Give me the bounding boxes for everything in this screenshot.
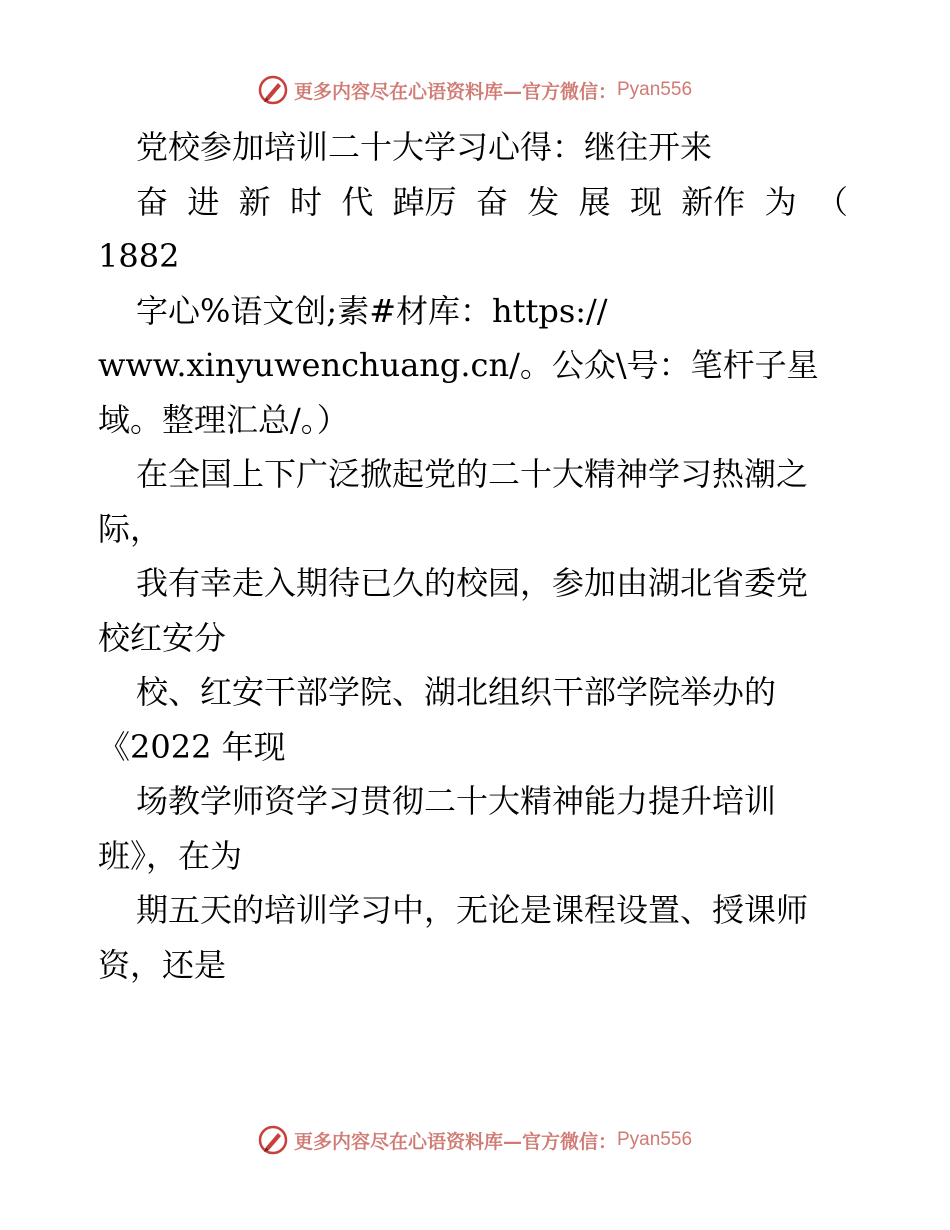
text-chunk: 进 — [187, 182, 220, 221]
text-line: 我有幸走入期待已久的校园，参加由湖北省委党 — [136, 564, 809, 602]
text-chunk: 现 — [629, 182, 662, 221]
text-line: 字心%语文创;素#材库：https:// — [136, 291, 608, 330]
text-line: 《2022 年现 — [98, 727, 286, 766]
watermark-text: 更多内容尽在心语资料库—官方微信： — [293, 1130, 617, 1153]
watermark-wechat-id: Pyan556 — [617, 79, 693, 100]
text-chunk: 发 — [527, 182, 560, 221]
text-chunk: 为 — [764, 182, 797, 221]
watermark-wechat-id: Pyan556 — [617, 1129, 693, 1150]
document-body — [98, 120, 858, 992]
text-chunk: （ — [815, 182, 848, 221]
text-line: 期五天的培训学习中，无论是课程设置、授课师 — [136, 891, 809, 929]
watermark-header — [0, 70, 950, 110]
text-line: www.xinyuwenchuang.cn/。公众\号：笔杆子星 — [98, 346, 819, 384]
text-line: 资，还是 — [98, 945, 227, 984]
text-line: 校、红安干部学院、湖北组织干部学院举办的 — [136, 673, 777, 711]
text-line: 1882 — [98, 237, 180, 275]
text-chunk: 新作 — [681, 182, 746, 221]
text-line: 班》，在为 — [98, 836, 243, 875]
text-line: 际， — [98, 509, 163, 548]
text-line: 在全国上下广泛掀起党的二十大精神学习热潮之 — [136, 455, 809, 493]
text-line: 校红安分 — [98, 618, 227, 657]
pen-logo-icon — [258, 75, 288, 105]
text-line: 域。整理汇总/。） — [98, 400, 349, 439]
text-line: 党校参加培训二十大学习心得：继往开来 — [136, 128, 713, 166]
watermark-text: 更多内容尽在心语资料库—官方微信： — [293, 80, 617, 103]
text-chunk: 展 — [578, 182, 611, 221]
text-chunk: 时 — [289, 182, 322, 221]
text-chunk: 新 — [238, 182, 271, 221]
pen-logo-icon — [258, 1125, 288, 1155]
text-chunk: 踔厉 — [392, 182, 457, 221]
watermark-footer — [0, 1120, 950, 1160]
text-chunk: 代 — [341, 182, 374, 221]
text-chunk: 奋 — [136, 182, 169, 221]
text-chunk: 奋 — [475, 182, 508, 221]
text-line: 场教学师资学习贯彻二十大精神能力提升培训 — [136, 782, 777, 820]
text-line-spread — [98, 175, 848, 230]
